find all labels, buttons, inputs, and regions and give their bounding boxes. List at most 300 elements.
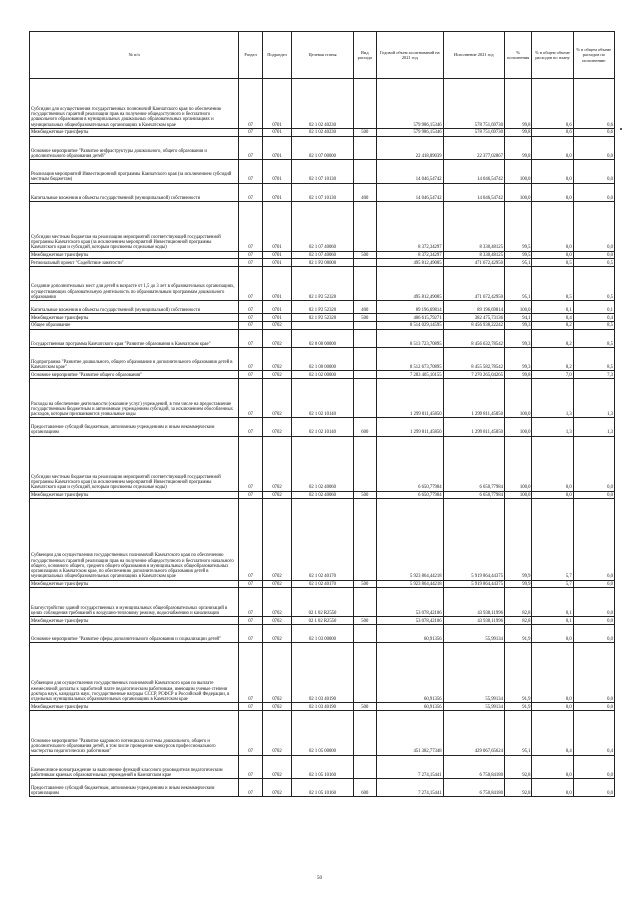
row-plan: 8 514 029,14595	[376, 321, 443, 329]
row-vid	[353, 136, 376, 160]
document-page	[29, 31, 615, 797]
row-name: Государственная программа Камчатского края "Развитие образования в Камчатском крае"	[30, 329, 239, 347]
row-vid: 500	[353, 128, 376, 136]
row-razdel: 07	[239, 128, 262, 136]
row-share-fact: 0,5	[573, 267, 614, 301]
scan-mark	[620, 128, 622, 130]
row-statya: 02 1 03 40190	[292, 703, 353, 711]
row-podrazdel: 0702	[262, 379, 292, 418]
row-statya: 02 1 P2 00000	[292, 259, 353, 267]
table-row	[30, 779, 615, 797]
row-name: Капитальные вложения в объекты государственной (муниципальной) собственности	[30, 183, 239, 201]
table-row	[30, 183, 615, 201]
row-statya: 02 1 03 00000	[292, 624, 353, 642]
row-plan: 495 812,49085	[376, 259, 443, 267]
row-share-plan: 0,5	[532, 259, 573, 267]
row-name: Основное мероприятие "Развитие кадрового потенциала системы дошкольного, общего и дополнительного образования детей, в том числе проведение конкурсов профессионального мастерства педагогических работников"	[30, 711, 239, 756]
row-podrazdel: 0702	[262, 588, 292, 617]
row-vid	[353, 321, 376, 329]
row-statya: 02 1 07 10130	[292, 183, 353, 201]
row-razdel: 07	[239, 617, 262, 625]
row-vid	[353, 711, 376, 756]
row-fact: 8 456 938,22242	[443, 321, 504, 329]
budget-table	[29, 31, 615, 797]
row-podrazdel: 0702	[262, 703, 292, 711]
row-vid	[353, 267, 376, 301]
row-pct: 95,1	[504, 267, 532, 301]
row-podrazdel: 0701	[262, 259, 292, 267]
row-name: Предоставление субсидий бюджетным, автономным учреждениям и иным некоммерческим организациям	[30, 418, 239, 436]
row-plan: 6 650,77984	[376, 491, 443, 499]
table-row	[30, 617, 615, 625]
row-podrazdel: 0701	[262, 183, 292, 201]
row-share-fact: 0,0	[573, 624, 614, 642]
row-share-plan: 0,1	[532, 301, 573, 314]
row-statya: 02 1 05 00000	[292, 711, 353, 756]
table-row	[30, 711, 615, 756]
row-name: Межбюджетные трансферты	[30, 617, 239, 625]
row-razdel: 07	[239, 379, 262, 418]
row-name: Межбюджетные трансферты	[30, 491, 239, 499]
row-fact: 5 919 864,44375	[443, 580, 504, 588]
row-vid: 600	[353, 418, 376, 436]
table-row	[30, 379, 615, 418]
row-plan: 1 299 811,45850	[376, 418, 443, 436]
row-share-plan: 0,5	[532, 267, 573, 301]
header-col-share-plan: % в общем объеме расходов по плану	[532, 32, 573, 79]
row-pct: 100,0	[504, 418, 532, 436]
row-name: Подпрограмма "Развитие дошкольного, общего образования и дополнительного образования детей в Камчатском крае"	[30, 347, 239, 371]
row-fact: 6 650,77984	[443, 491, 504, 499]
row-share-plan: 1,3	[532, 379, 573, 418]
row-pct: 94,1	[504, 314, 532, 322]
row-name: Реализация мероприятий Инвестиционной программы Камчатского края (за исключением субсидий местным бюджетам)	[30, 160, 239, 184]
row-share-plan: 8,2	[532, 329, 573, 347]
row-statya: 02 1 07 10130	[292, 160, 353, 184]
row-vid: 500	[353, 617, 376, 625]
row-vid	[353, 371, 376, 379]
row-podrazdel: 0702	[262, 755, 292, 779]
row-name: Субсидии местным бюджетам на реализацию мероприятий соответствующей государственной программы Камчатского края (за исключением мероприятий Инвестиционной программы Камчатского края и субсидий, которым присвоены отдельные коды)	[30, 201, 239, 251]
header-col-number: № п/п	[30, 32, 239, 79]
row-vid: 500	[353, 251, 376, 259]
row-podrazdel: 0702	[262, 617, 292, 625]
row-fact: 578 751,69730	[443, 79, 504, 129]
row-name: Субсидии местным бюджетам на реализацию мероприятий соответствующей государственной программы Камчатского края (за исключением мероприятий Инвестиционной программы Камчатского края и субсидий, которым присвоены отдельные коды)	[30, 436, 239, 491]
row-pct: 99,8	[504, 128, 532, 136]
row-statya: 02 1 02 R2550	[292, 588, 353, 617]
row-share-fact: 1,3	[573, 379, 614, 418]
row-vid: 500	[353, 703, 376, 711]
row-statya: 02 1 05 10160	[292, 755, 353, 779]
row-vid	[353, 643, 376, 703]
row-fact: 7 270 265,04265	[443, 371, 504, 379]
header-col-share-fact: % в общем объеме расходов по исполнению	[573, 32, 614, 79]
row-share-fact: 0,0	[573, 617, 614, 625]
row-statya: 02 1 P2 52320	[292, 314, 353, 322]
row-plan: 60,91356	[376, 703, 443, 711]
row-pct: 91,9	[504, 643, 532, 703]
row-podrazdel: 0701	[262, 201, 292, 251]
row-name: Субсидии для осуществления государственных полномочий Камчатского края по обеспечению государственных гарантий реализации прав на получение общедоступного и бесплатного дошкольного образования в муниципальных дошкольных образовательных организациях и муниципальных общеобразовательных организациях в Камчатском крае	[30, 79, 239, 129]
row-share-plan: 0,4	[532, 314, 573, 322]
row-fact: 382 475,73136	[443, 314, 504, 322]
row-name: Субвенции для осуществления государственных полномочий Камчатского края по обеспечению государственных гарантий реализации прав на получение общедоступного и бесплатного начального общего, основного общего, среднего общего образования в муниципальных общеобразовательных организациях в Камчатском крае, по обеспечению дополнительного образования детей в муниципальных общеобразовательных организациях в Камчатском крае	[30, 499, 239, 580]
row-vid	[353, 499, 376, 580]
row-podrazdel: 0702	[262, 491, 292, 499]
row-share-fact: 8,5	[573, 347, 614, 371]
row-share-plan: 0,6	[532, 128, 573, 136]
row-vid	[353, 160, 376, 184]
header-col-fact: Исполнение 2021 год	[443, 32, 504, 79]
row-plan: 8 513 723,70895	[376, 329, 443, 347]
table-row	[30, 329, 615, 347]
row-plan: 89 196,69814	[376, 301, 443, 314]
row-podrazdel: 0701	[262, 301, 292, 314]
row-name: Ежемесячное вознаграждение за выполнение функций классного руководителя педагогическим работникам краевых образовательных учреждений в Камчатском крае	[30, 755, 239, 779]
row-share-fact: 0,6	[573, 79, 614, 129]
table-row	[30, 588, 615, 617]
row-plan: 8 372,34297	[376, 251, 443, 259]
row-fact: 14 046,54742	[443, 183, 504, 201]
row-share-fact: 6,0	[573, 580, 614, 588]
row-statya: 02 1 02 R2550	[292, 617, 353, 625]
table-row	[30, 499, 615, 580]
table-row	[30, 267, 615, 301]
row-name: Межбюджетные трансферты	[30, 251, 239, 259]
row-name: Основное мероприятие "Развитие инфраструктуры дошкольного, общего образования и дополнительного образования детей"	[30, 136, 239, 160]
table-row	[30, 301, 615, 314]
row-razdel: 07	[239, 703, 262, 711]
table-row	[30, 251, 615, 259]
row-fact: 55,99134	[443, 624, 504, 642]
row-fact: 22 377,02867	[443, 136, 504, 160]
header-col-statya: Целевая статья	[292, 32, 353, 79]
row-share-plan: 0,0	[532, 703, 573, 711]
row-fact: 8 456 632,78542	[443, 329, 504, 347]
table-row	[30, 314, 615, 322]
row-vid	[353, 624, 376, 642]
row-plan: 495 812,49085	[376, 267, 443, 301]
row-plan: 451 382,77348	[376, 711, 443, 756]
row-name: Расходы на обеспечение деятельности (оказание услуг) учреждений, в том числе на предоставление государственным бюджетным и автономным учреждениям субсидий, за исключением обособленных расходов, которым присваиваются уникальные коды	[30, 379, 239, 418]
row-pct: 99,9	[504, 499, 532, 580]
row-share-fact: 0,0	[573, 136, 614, 160]
row-vid	[353, 329, 376, 347]
row-name: Предоставление субсидий бюджетным, автономным учреждениям и иным некоммерческим организациям	[30, 779, 239, 797]
header-col-plan: Годовой объем ассигнований на 2021 год	[376, 32, 443, 79]
row-razdel: 07	[239, 588, 262, 617]
row-share-plan: 0,0	[532, 251, 573, 259]
row-vid: 600	[353, 779, 376, 797]
row-podrazdel: 0701	[262, 314, 292, 322]
row-share-fact: 0,0	[573, 436, 614, 491]
row-share-fact: 0,4	[573, 711, 614, 756]
row-statya: 02 1 P2 52320	[292, 301, 353, 314]
row-razdel: 07	[239, 136, 262, 160]
table-row	[30, 418, 615, 436]
row-pct: 82,8	[504, 588, 532, 617]
row-podrazdel: 0702	[262, 643, 292, 703]
row-pct: 99,3	[504, 347, 532, 371]
row-razdel: 07	[239, 711, 262, 756]
row-fact: 8 330,48125	[443, 251, 504, 259]
table-row	[30, 491, 615, 499]
row-share-plan: 0,1	[532, 617, 573, 625]
row-pct: 100,0	[504, 436, 532, 491]
row-statya: 02 1 02 00000	[292, 371, 353, 379]
row-podrazdel: 0702	[262, 329, 292, 347]
row-vid: 500	[353, 314, 376, 322]
row-podrazdel: 0701	[262, 160, 292, 184]
row-fact: 429 067,65624	[443, 711, 504, 756]
row-share-plan: 0,0	[532, 201, 573, 251]
row-plan: 1 299 811,45850	[376, 379, 443, 418]
row-vid	[353, 755, 376, 779]
row-vid	[353, 201, 376, 251]
row-fact: 55,99134	[443, 643, 504, 703]
row-razdel: 07	[239, 418, 262, 436]
row-razdel: 07	[239, 371, 262, 379]
row-share-fact: 0,0	[573, 491, 614, 499]
row-share-plan: 0,0	[532, 779, 573, 797]
row-fact: 43 938,11996	[443, 588, 504, 617]
row-pct: 92,8	[504, 779, 532, 797]
row-plan: 579 986,15346	[376, 128, 443, 136]
row-fact: 471 672,42950	[443, 267, 504, 301]
row-razdel: 07	[239, 491, 262, 499]
header-col-podrazdel: Подраздел	[262, 32, 292, 79]
row-share-plan: 0,0	[532, 643, 573, 703]
row-share-fact: 1,3	[573, 418, 614, 436]
row-plan: 8 372,34297	[376, 201, 443, 251]
table-row	[30, 321, 615, 329]
row-name: Благоустройство зданий государственных и муниципальных общеобразовательных организаций в целях соблюдения требований к воздушно-тепловому режиму, водоснабжению и канализации	[30, 588, 239, 617]
row-podrazdel: 0701	[262, 128, 292, 136]
table-row	[30, 79, 615, 129]
table-row	[30, 643, 615, 703]
row-share-fact: 8,5	[573, 321, 614, 329]
row-fact: 6 750,84180	[443, 779, 504, 797]
row-statya: 02 1 07 40060	[292, 201, 353, 251]
row-pct: 99,5	[504, 201, 532, 251]
row-fact: 6 750,84180	[443, 755, 504, 779]
row-podrazdel: 0702	[262, 580, 292, 588]
row-plan: 7 274,15441	[376, 779, 443, 797]
row-plan: 5 923 864,44218	[376, 499, 443, 580]
row-plan: 14 046,54742	[376, 160, 443, 184]
row-pct: 100,0	[504, 160, 532, 184]
row-pct: 99,9	[504, 580, 532, 588]
row-fact: 1 299 811,45850	[443, 379, 504, 418]
table-row	[30, 703, 615, 711]
row-share-plan: 1,3	[532, 418, 573, 436]
row-share-plan: 0,0	[532, 183, 573, 201]
row-vid	[353, 436, 376, 491]
row-fact: 578 751,69730	[443, 128, 504, 136]
row-razdel: 07	[239, 314, 262, 322]
row-statya: 02 1 02 40170	[292, 580, 353, 588]
row-podrazdel: 0702	[262, 499, 292, 580]
row-razdel: 07	[239, 321, 262, 329]
row-vid	[353, 79, 376, 129]
row-plan: 53 078,42106	[376, 617, 443, 625]
row-pct: 99,8	[504, 79, 532, 129]
table-body	[30, 79, 615, 797]
row-share-plan: 0,6	[532, 79, 573, 129]
row-share-fact: 6,0	[573, 499, 614, 580]
row-pct: 99,5	[504, 251, 532, 259]
row-vid: 400	[353, 301, 376, 314]
row-vid	[353, 347, 376, 371]
row-share-fact: 0,5	[573, 259, 614, 267]
row-share-plan: 0,0	[532, 491, 573, 499]
row-podrazdel: 0702	[262, 321, 292, 329]
row-plan: 60,91356	[376, 624, 443, 642]
row-statya: 02 1 02 40060	[292, 491, 353, 499]
row-name: Создание дополнительных мест для детей в возрасте от 1,5 до 3 лет в образовательных организациях, осуществляющих образовательную деятельность по образовательным программам дошкольного образования	[30, 267, 239, 301]
row-plan: 7 283 405,10155	[376, 371, 443, 379]
header-col-razdel: Раздел	[239, 32, 262, 79]
row-fact: 6 650,77984	[443, 436, 504, 491]
row-razdel: 07	[239, 201, 262, 251]
table-row	[30, 136, 615, 160]
row-statya: 02 1 05 10160	[292, 779, 353, 797]
row-statya: 02 1 00 00000	[292, 347, 353, 371]
row-pct: 100,0	[504, 491, 532, 499]
row-statya	[292, 321, 353, 329]
row-statya: 02 1 02 40060	[292, 436, 353, 491]
table-row	[30, 259, 615, 267]
row-pct: 91,9	[504, 703, 532, 711]
row-share-fact: 0,6	[573, 128, 614, 136]
row-name: Межбюджетные трансферты	[30, 128, 239, 136]
row-vid	[353, 259, 376, 267]
row-share-fact: 7,3	[573, 371, 614, 379]
table-row	[30, 128, 615, 136]
row-vid: 500	[353, 580, 376, 588]
row-statya: 02 0 00 00000	[292, 329, 353, 347]
row-share-plan: 7,0	[532, 371, 573, 379]
row-share-plan: 8,2	[532, 321, 573, 329]
row-podrazdel: 0701	[262, 79, 292, 129]
row-plan: 579 986,15346	[376, 79, 443, 129]
row-share-fact: 0,0	[573, 183, 614, 201]
row-share-fact: 0,0	[573, 201, 614, 251]
row-fact: 471 672,42950	[443, 259, 504, 267]
row-podrazdel: 0702	[262, 436, 292, 491]
row-share-plan: 0,4	[532, 711, 573, 756]
table-row	[30, 201, 615, 251]
table-row	[30, 160, 615, 184]
row-statya: 02 1 02 10140	[292, 418, 353, 436]
row-razdel: 07	[239, 251, 262, 259]
row-razdel: 07	[239, 624, 262, 642]
row-pct: 100,0	[504, 301, 532, 314]
row-plan: 406 615,79271	[376, 314, 443, 322]
row-plan: 14 046,54742	[376, 183, 443, 201]
row-fact: 8 330,48125	[443, 201, 504, 251]
row-vid: 500	[353, 491, 376, 499]
row-statya: 02 1 P2 52320	[292, 267, 353, 301]
table-row	[30, 580, 615, 588]
row-podrazdel: 0701	[262, 267, 292, 301]
page-number: 50	[317, 876, 322, 881]
row-razdel: 07	[239, 643, 262, 703]
row-podrazdel: 0702	[262, 347, 292, 371]
row-share-fact: 0,0	[573, 588, 614, 617]
table-header	[30, 32, 615, 79]
row-share-fact: 0,0	[573, 643, 614, 703]
row-podrazdel: 0702	[262, 779, 292, 797]
row-podrazdel: 0701	[262, 136, 292, 160]
row-name: Капитальные вложения в объекты государственной (муниципальной) собственности	[30, 301, 239, 314]
row-share-fact: 0,1	[573, 301, 614, 314]
row-share-plan: 5,7	[532, 499, 573, 580]
row-razdel: 07	[239, 755, 262, 779]
row-pct: 99,3	[504, 329, 532, 347]
row-plan: 53 078,42106	[376, 588, 443, 617]
row-pct: 99,3	[504, 321, 532, 329]
row-podrazdel: 0701	[262, 251, 292, 259]
table-row	[30, 436, 615, 491]
table-row	[30, 755, 615, 779]
row-pct: 100,0	[504, 379, 532, 418]
row-name: Субвенции для осуществления государственных полномочий Камчатского края по выплате ежемесячной доплаты к заработной плате педагогическим работникам, имеющим ученые степени доктора наук, кандидата наук, государственные награды СССР, РСФСР и Российской Федерации, в отдельных муниципальных образовательных организациях в Камчатском крае	[30, 643, 239, 703]
row-share-plan: 0,0	[532, 624, 573, 642]
row-fact: 5 919 864,44375	[443, 499, 504, 580]
row-pct: 99,8	[504, 136, 532, 160]
row-share-plan: 0,0	[532, 755, 573, 779]
row-plan: 6 650,77984	[376, 436, 443, 491]
row-plan: 7 274,15441	[376, 755, 443, 779]
row-statya: 02 1 02 40230	[292, 128, 353, 136]
row-razdel: 07	[239, 499, 262, 580]
row-razdel: 07	[239, 267, 262, 301]
row-plan: 60,91356	[376, 643, 443, 703]
row-razdel: 07	[239, 580, 262, 588]
row-fact: 43 938,11996	[443, 617, 504, 625]
row-name: Межбюджетные трансферты	[30, 703, 239, 711]
row-fact: 89 196,69814	[443, 301, 504, 314]
row-share-fact: 0,0	[573, 160, 614, 184]
row-share-fact: 0,0	[573, 703, 614, 711]
row-razdel: 07	[239, 160, 262, 184]
row-statya: 02 1 07 00000	[292, 136, 353, 160]
header-col-pct: % исполнения	[504, 32, 532, 79]
row-plan: 8 512 673,70895	[376, 347, 443, 371]
row-share-fact: 0,0	[573, 251, 614, 259]
row-pct: 99,8	[504, 371, 532, 379]
row-share-plan: 0,0	[532, 160, 573, 184]
row-pct: 91,9	[504, 624, 532, 642]
row-name: Основное мероприятие "Развитие общего образования"	[30, 371, 239, 379]
row-pct: 95,1	[504, 259, 532, 267]
row-statya: 02 1 03 40190	[292, 643, 353, 703]
row-share-plan: 0,1	[532, 588, 573, 617]
row-razdel: 07	[239, 436, 262, 491]
row-statya: 02 1 02 40170	[292, 499, 353, 580]
row-razdel: 07	[239, 259, 262, 267]
row-plan: 22 418,89039	[376, 136, 443, 160]
row-podrazdel: 0702	[262, 624, 292, 642]
row-statya: 02 1 07 40060	[292, 251, 353, 259]
row-razdel: 07	[239, 329, 262, 347]
row-share-plan: 0,0	[532, 436, 573, 491]
row-statya: 02 1 02 40230	[292, 79, 353, 129]
row-razdel: 07	[239, 79, 262, 129]
row-vid	[353, 379, 376, 418]
